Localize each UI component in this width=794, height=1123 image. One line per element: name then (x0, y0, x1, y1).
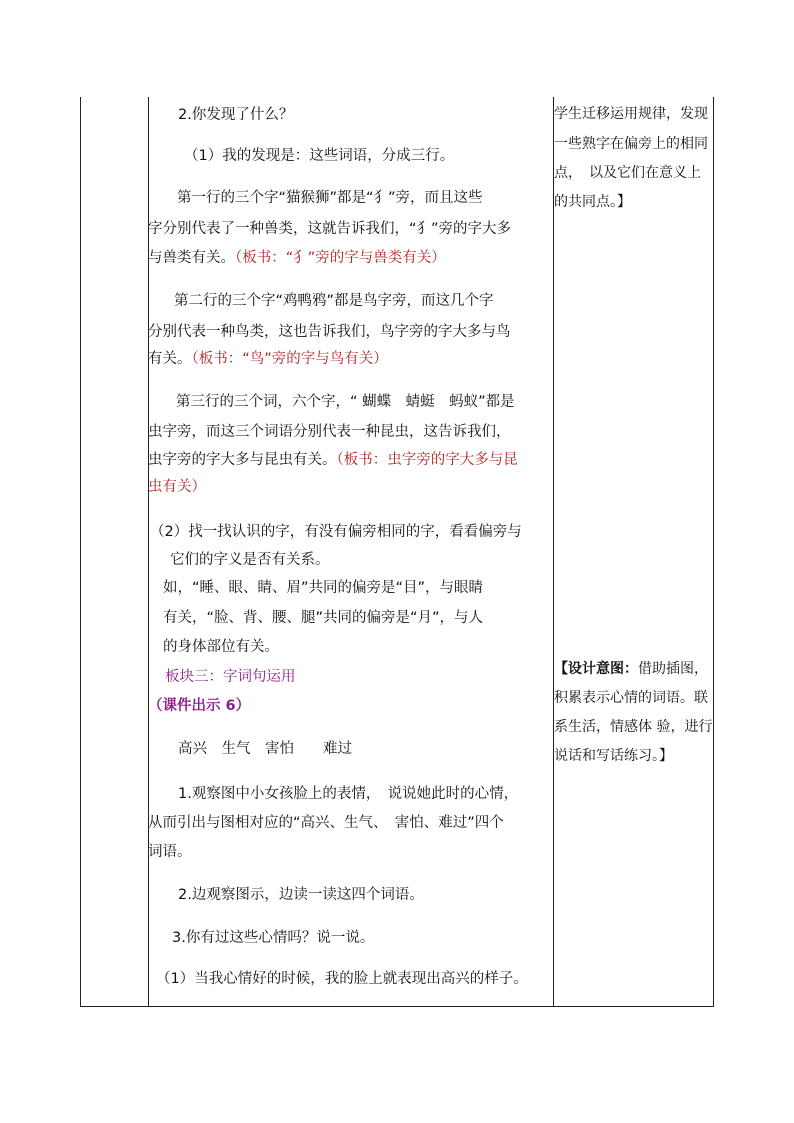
note2-line3: 系生活，情感体 验，进行 (554, 719, 713, 735)
finding-2-line5: 的身体部位有关。 (163, 639, 279, 655)
step3-1: （1）当我心情好的时候，我的脸上就表现出高兴的样子。 (156, 971, 528, 987)
row1-line1: 第一行的三个字“猫猴狮”都是“犭”旁，而且这些 (177, 190, 483, 206)
finding-2-line2: 它们的字义是否有关系。 (170, 552, 330, 568)
row1-line3-text: 与兽类有关。 (148, 250, 235, 266)
finding-1: （1）我的发现是：这些词语，分成三行。 (184, 148, 455, 164)
step3: 3.你有过这些心情吗？说一说。 (172, 930, 375, 946)
row3-board-note: （板书：虫字旁的字大多与昆 (336, 452, 518, 468)
courseware-note: （课件出示 6） (148, 698, 251, 714)
design-intent-label: 【设计意图： (554, 661, 638, 677)
row1-board-note: （板书：“犭”旁的字与兽类有关） (235, 250, 446, 266)
note1-line2: 一些熟字在偏旁上的相同 (554, 136, 708, 152)
row3-board-note-cont: 虫有关） (148, 479, 206, 495)
step1-line2: 从而引出与图相对应的“高兴、生气、 害怕、难过”四个 (148, 815, 504, 831)
row2-line3 (148, 344, 388, 375)
note2-line4: 说话和写话练习。】 (554, 748, 673, 764)
row3-line1: 第三行的三个词，六个字，“ 蝴蝶 蜻蜓 蚂蚁”都是 (176, 394, 515, 410)
finding-2-line3: 如，“睡、眼、睛、眉”共同的偏旁是“目”，与眼睛 (163, 580, 484, 596)
row3-line2: 虫字旁，而这三个词语分别代表一种昆虫，这告诉我们， (148, 424, 511, 440)
row2-board-note: （板书：“鸟”旁的字与鸟有关） (191, 351, 388, 367)
question-2-title: 2.你发现了什么？ (178, 107, 294, 123)
step1-line1: 1.观察图中小女孩脸上的表情， 说说她此时的心情， (178, 786, 519, 802)
note1-line4: 的共同点。】 (554, 194, 631, 210)
note2-line1-rest: 借助插图， (638, 661, 708, 677)
section-3-title: 板块三：字词句运用 (165, 669, 296, 685)
row1-line3 (148, 243, 446, 274)
row2-line2: 分别代表一种鸟类，这也告诉我们，鸟字旁的字大多与鸟 (148, 324, 511, 340)
table-left-border (80, 97, 81, 1007)
note1-line1: 学生迁移运用规律，发现 (554, 106, 708, 122)
finding-2-line4: 有关，“脸、背、腰、腿”共同的偏旁是“月”，与人 (163, 610, 484, 626)
table-bottom-border (80, 1006, 713, 1007)
step1-line3: 词语。 (148, 844, 192, 860)
finding-2-line1: （2）找一找认识的字，有没有偏旁相同的字，看看偏旁与 (150, 524, 522, 540)
row3-line3-text: 虫字旁的字大多与昆虫有关。 (148, 452, 337, 468)
row2-line1: 第二行的三个字“鸡鸭鸦”都是鸟字旁，而这几个字 (174, 293, 494, 309)
row2-line3-text: 有关。 (148, 351, 192, 367)
note2-line1 (554, 655, 708, 683)
column-divider-2 (553, 97, 554, 1007)
note1-line3: 点， 以及它们在意义上 (554, 165, 701, 181)
table-right-border (713, 97, 714, 1007)
note2-line2: 积累表示心情的词语。联 (554, 690, 708, 706)
emotion-words: 高兴 生气 害怕 难过 (178, 741, 352, 757)
step2: 2.边观察图示，边读一读这四个词语。 (178, 887, 424, 903)
row1-line2: 字分别代表了一种兽类，这就告诉我们，“犭”旁的字大多 (148, 221, 512, 237)
